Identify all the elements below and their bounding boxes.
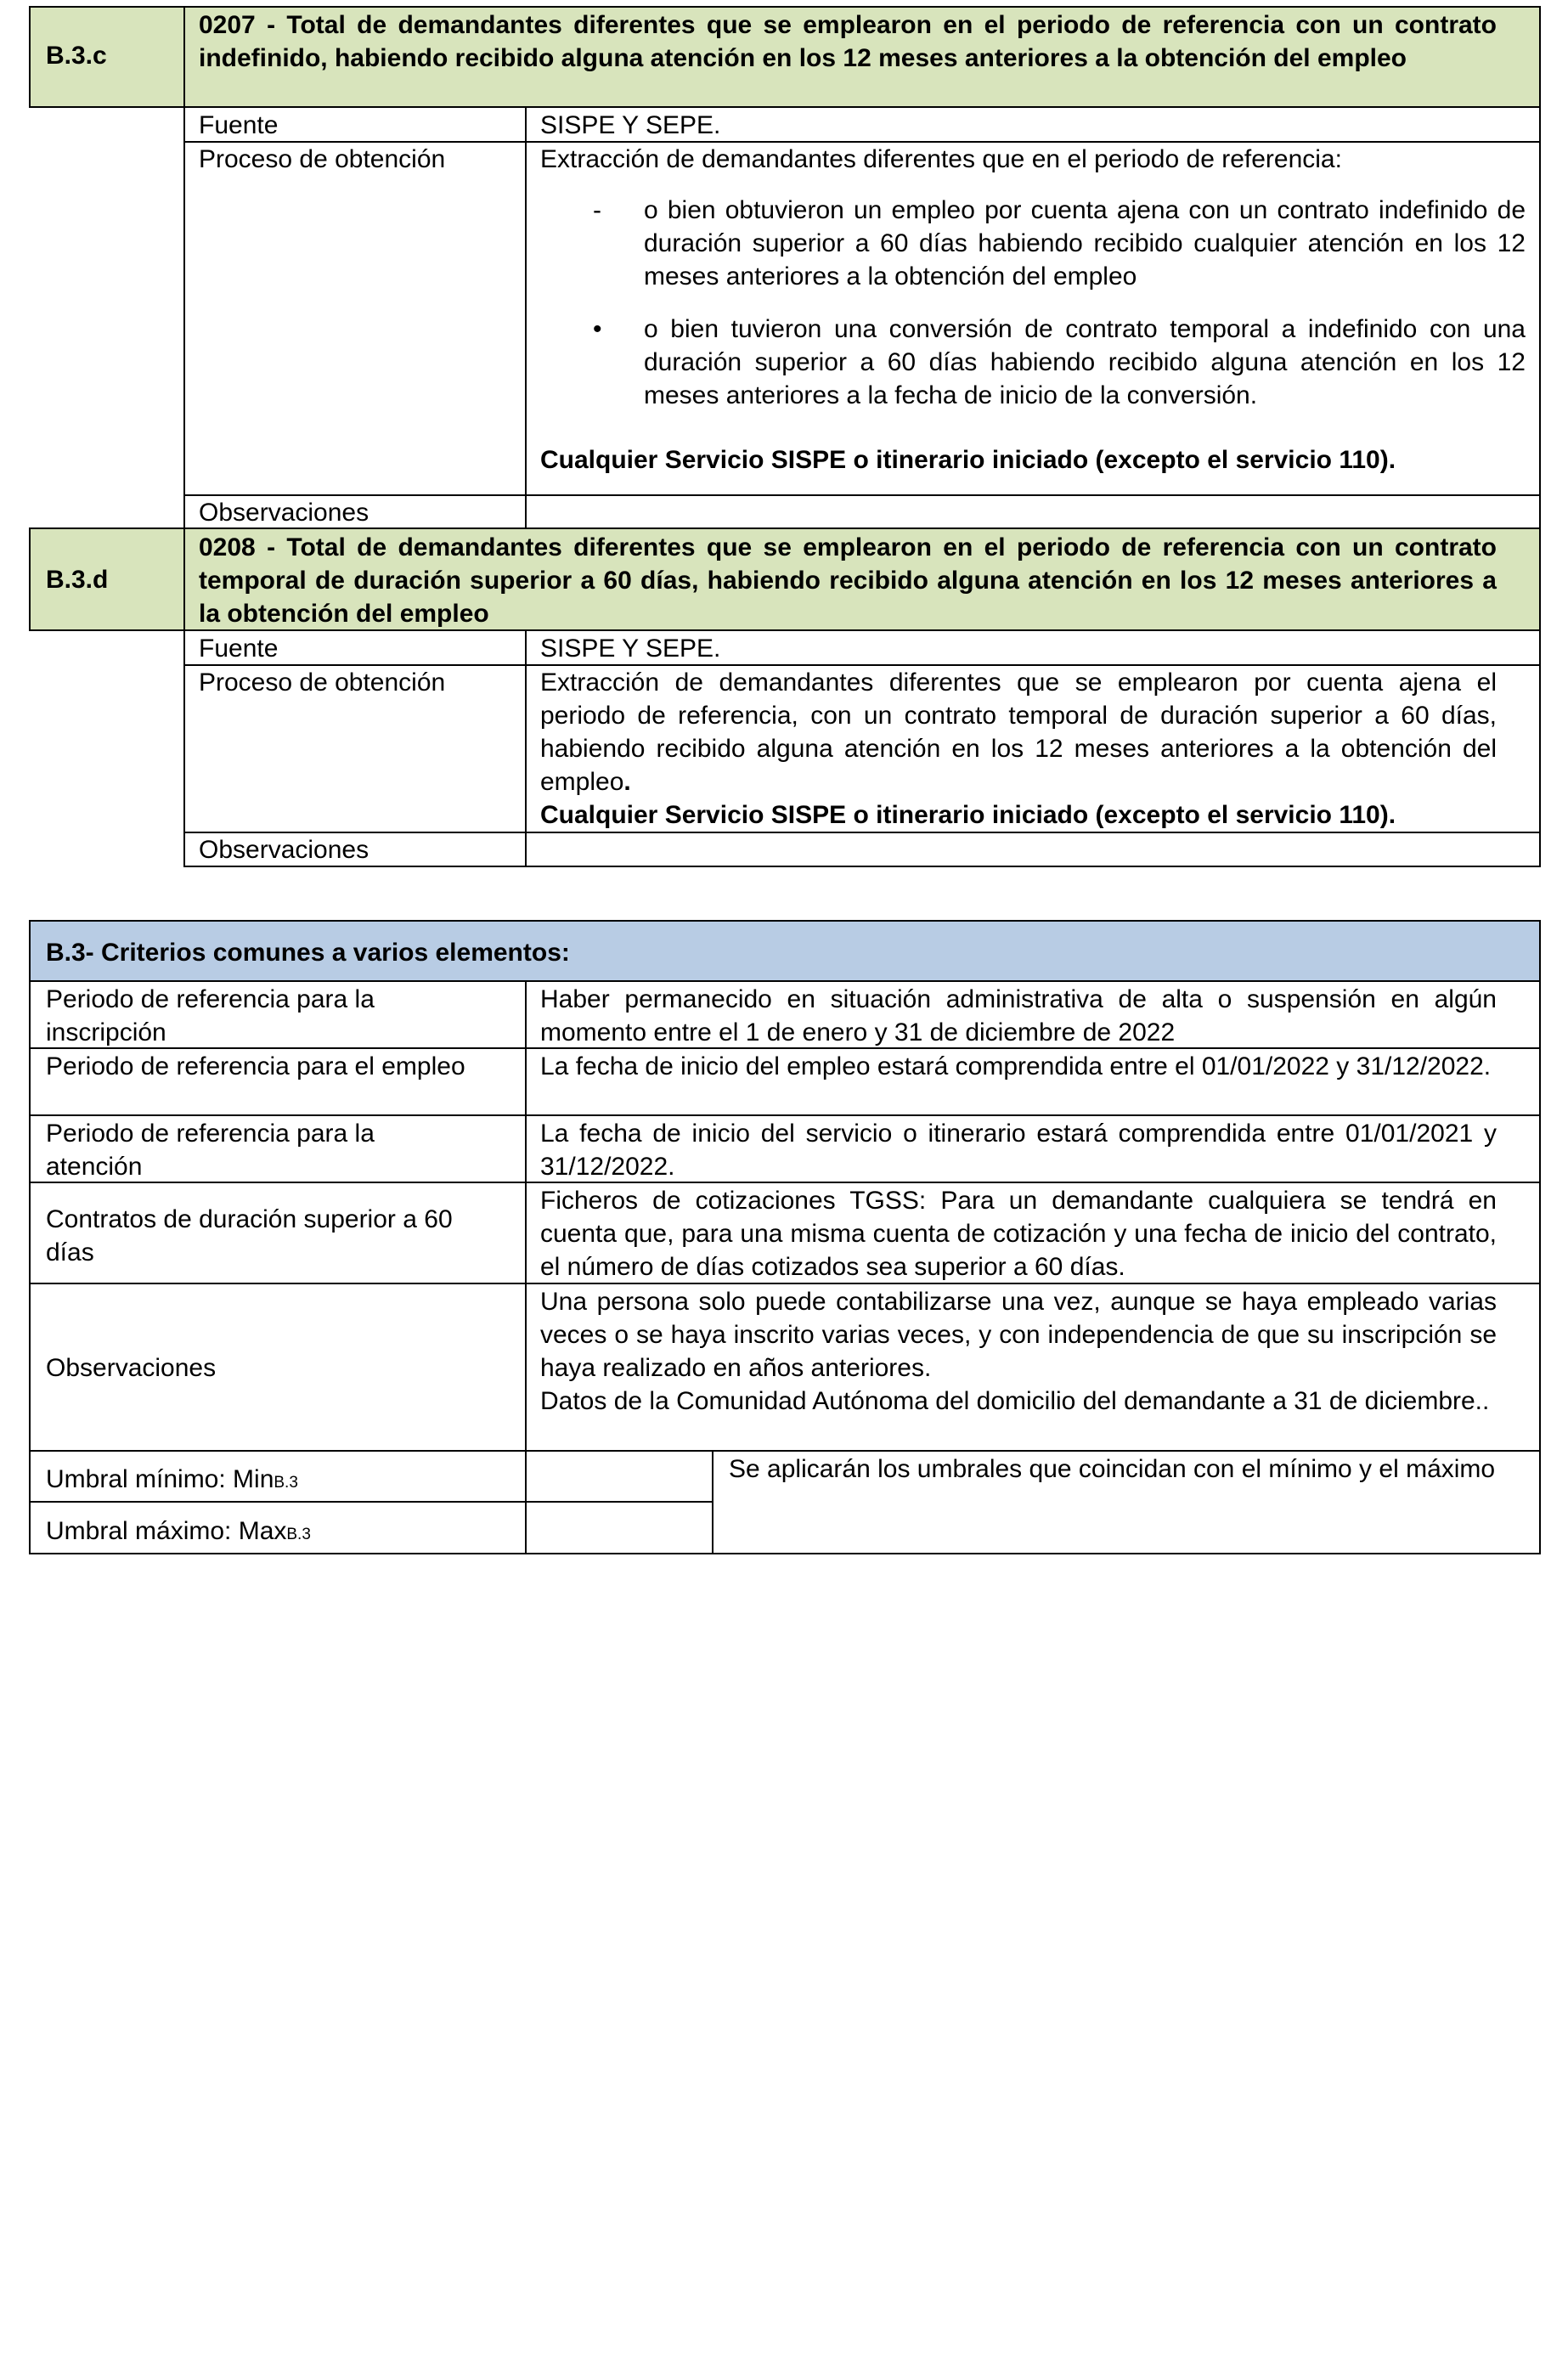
umbral-min-label: Umbral mínimo: Min [46, 1465, 274, 1493]
border [29, 6, 31, 108]
b3d-proceso-bold: Cualquier Servicio SISPE o itinerario iniciado (excepto el servicio 110). [540, 801, 1396, 829]
border [29, 629, 1541, 631]
b3c-proceso-label: Proceso de obtención [199, 145, 446, 173]
border [29, 920, 1541, 922]
b3c-bullet-1-marker: - [593, 196, 601, 224]
criterio-label-contratos: Contratos de duración superior a 60 días [46, 1205, 453, 1266]
criterios-observaciones-label: Observaciones [46, 1354, 217, 1382]
border [1539, 6, 1541, 529]
criterio-label-atencion: Periodo de referencia para la atención [46, 1120, 375, 1181]
border [1539, 920, 1541, 1554]
umbral-min-sub: B.3 [274, 1474, 298, 1492]
b3d-proceso-text: Extracción de demandantes diferentes que se emplearon por cuenta ajena el periodo de referencia, con un contrato temporal de duración superior a 60 días, habiendo recibido alguna atención en los 12 meses anteriores a la obtención del empleo [540, 668, 1497, 796]
border [183, 494, 1541, 496]
criterio-value-empleo: La fecha de inicio del empleo estará comprendida entre el 01/01/2022 y 31/12/2022. [540, 1052, 1492, 1080]
umbral-max-sub: B.3 [286, 1526, 311, 1543]
border [183, 664, 1541, 666]
b3d-code: B.3.d [46, 566, 109, 594]
border [1539, 527, 1541, 867]
criterios-observaciones-p2: Datos de la Comunidad Autónoma del domicilio del demandante a 31 de diciembre.. [540, 1387, 1490, 1415]
border [183, 141, 1541, 143]
b3d-proceso-text-end: . [623, 768, 631, 796]
b3d-proceso-label: Proceso de obtención [199, 668, 446, 697]
b3c-bullet-2-marker: • [593, 315, 602, 343]
border [29, 527, 1541, 529]
border [29, 1501, 713, 1503]
criterio-label-inscripcion: Periodo de referencia para la inscripción [46, 985, 375, 1046]
border [183, 832, 1541, 833]
criterio-label-empleo: Periodo de referencia para el empleo [46, 1052, 465, 1080]
border [183, 6, 185, 529]
b3c-title: 0207 - Total de demandantes diferentes que se emplearon en el periodo de referencia con un contrato indefinido, habiendo recibido alguna atención en los 12 meses anteriores a la obtención del empleo [199, 11, 1497, 72]
border [29, 1283, 1541, 1284]
border [712, 1450, 713, 1554]
b3c-bullet-2-text: o bien tuvieron una conversión de contrato temporal a indefinido con una duración superior a 60 días habiendo recibido alguna atención en los 12 meses anteriores a la fecha de inicio de la conversión. [644, 315, 1526, 409]
umbral-min-label-block [46, 1463, 298, 1499]
border [525, 629, 527, 867]
criterio-value-contratos: Ficheros de cotizaciones TGSS: Para un demandante cualquiera se tendrá en cuenta que, para una misma cuenta de cotización y una fecha de inicio del contrato, el número de días cotizados sea superior a 60 días. [540, 1187, 1497, 1281]
border [525, 106, 527, 529]
border [29, 106, 1541, 108]
umbral-max-label-block [46, 1515, 311, 1551]
criterios-observaciones-p1: Una persona solo puede contabilizarse una vez, aunque se haya empleado varias veces o se haya inscrito varias veces, y con independencia de que su inscripción se haya realizado en años anteriores. [540, 1288, 1497, 1382]
b3d-fuente-value: SISPE Y SEPE. [540, 635, 721, 663]
b3d-title: 0208 - Total de demandantes diferentes que se emplearon en el periodo de referencia con un contrato temporal de duración superior a 60 días, habiendo recibido alguna atención en los 12 meses anteriores a la obtención del empleo [199, 533, 1497, 628]
border [29, 980, 1541, 982]
b3d-observaciones-label: Observaciones [199, 836, 369, 864]
umbral-max-label: Umbral máximo: Max [46, 1517, 287, 1545]
b3c-code: B.3.c [46, 42, 107, 70]
border [183, 866, 1541, 867]
border [29, 1114, 1541, 1116]
b3d-fuente-label: Fuente [199, 635, 279, 663]
b3c-proceso-bold: Cualquier Servicio SISPE o itinerario iniciado (excepto el servicio 110). [540, 446, 1396, 474]
b3c-fuente-label: Fuente [199, 111, 279, 139]
criterio-value-inscripcion: Haber permanecido en situación administrativa de alta o suspensión en algún momento entre el 1 de enero y 31 de diciembre de 2022 [540, 985, 1497, 1046]
b3d-proceso-text-block [540, 666, 1497, 798]
umbral-note: Se aplicarán los umbrales que coincidan con el mínimo y el máximo [729, 1455, 1496, 1483]
b3c-observaciones-label: Observaciones [199, 499, 369, 527]
criterio-value-atencion: La fecha de inicio del servicio o itinerario estará comprendida entre 01/01/2021 y 31/12/2022. [540, 1120, 1497, 1181]
b3c-proceso-intro: Extracción de demandantes diferentes que en el periodo de referencia: [540, 145, 1342, 173]
b3c-fuente-value: SISPE Y SEPE. [540, 111, 721, 139]
border [29, 1450, 1541, 1452]
border [29, 527, 31, 631]
criterios-header: B.3- Criterios comunes a varios elementos: [46, 939, 570, 967]
border [183, 527, 185, 867]
border [29, 1553, 1541, 1554]
border [29, 6, 1541, 8]
border [29, 920, 31, 1554]
border [29, 1182, 1541, 1183]
b3c-bullet-1-text: o bien obtuvieron un empleo por cuenta ajena con un contrato indefinido de duración superior a 60 días habiendo recibido cualquier atención en los 12 meses anteriores a la obtención del empleo [644, 196, 1526, 291]
border [525, 980, 527, 1554]
border [29, 1047, 1541, 1049]
